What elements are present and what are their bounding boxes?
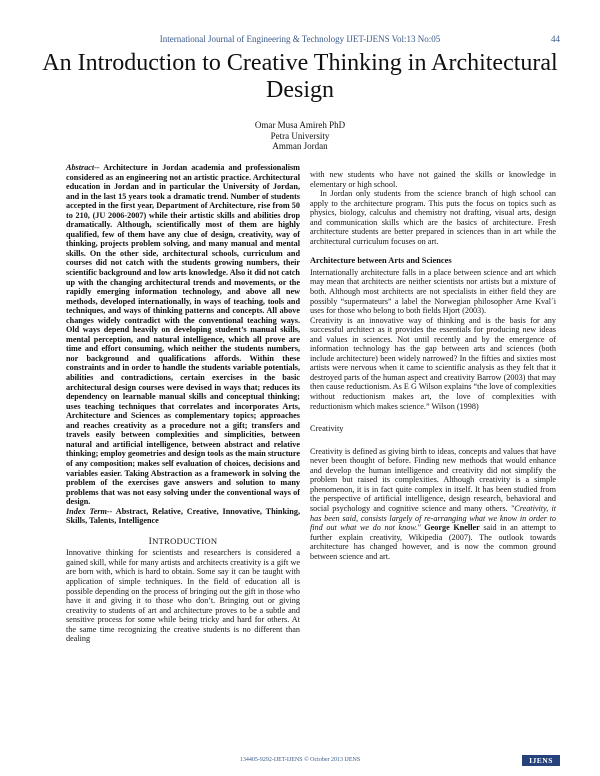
quote-author: George Kneller bbox=[420, 523, 480, 533]
index-terms-text: Abstract, Relative, Creative, Innovative, Thinking, Skills, Talents, Intelligence bbox=[66, 506, 300, 526]
author-university: Petra University bbox=[270, 130, 330, 141]
author-location: Amman Jordan bbox=[272, 141, 328, 151]
index-terms-lead: Index Term-- bbox=[66, 506, 113, 516]
paper-title: An Introduction to Creative Thinking in Architectural Design bbox=[42, 50, 558, 103]
arts-sciences-paragraph-1: Internationally architecture falls in a place between science and art which may mean that architects are neither scientists nor artists but a mixture of both. Although most architects are not specialists in either field they are possibly “supermateurs” a label the Norwegian philosopher Arne Kval´i uses for those who belong to both fields Hjort (2003). bbox=[310, 267, 556, 316]
ijens-logo: IJENS bbox=[522, 755, 560, 766]
intro-paragraph: Innovative thinking for scientists and researchers is considered a gained skill, while for many artists and architects creativity is a gift we are born with, which is hard to obtain. Some say it can be taught with application of simple techniques. In the field of education all is possible depending on the process of bringing out the gift in those who have it and giving it to those who don’t. Bringing out or giving creativity to students of art and architecture proves to be a subtle and sensitive process for some while being tricky and hard for others. At the same time recognizing the creative students is no different than dealing bbox=[66, 548, 300, 644]
arts-sciences-heading: Architecture between Arts and Sciences bbox=[310, 256, 452, 266]
running-header bbox=[40, 34, 560, 48]
abstract-text: Architecture in Jordan academia and professionalism considered as an engineering not an artistic practice. Architectural education in Jordan and in particular the University of Jordan, and in the last 15 years took a dramatic trend. Number of students accepted in the first year, Department of Architecture, rise from 50 to 210, (JU 2006-2007) while their artistic skills and abilities drop dramatically. Although, scientifically most of them are highly qualified, few of them have any clue of design, creativity, way of thinking, projects problem solving, and many manual and mental skills. On the other side, architectural schools, curriculum and courses did not catch with the students growing numbers, their scientific background and low arts knowledge. Also it did not catch up with the changing architectural trends and movements, or the rapidly emerging information technology, and above all new methods, developed internationally, in ways of teaching, tools and techniques, and ways of thinking patterns and concepts. All above changes widely contradict with the conventional teaching ways. Old ways depend heavily on developing student’s manual skills, mental perception, and natural intelligence, which all prove are time and effort consuming, which neither the students numbers, nor background and qualifications affords. Within these constraints and in order to handle the students variable potentials, abilities and contradictions, certain exercises in the basic architectural design courses were devised in ways that; reduces its dependency on learnable manual skills and conceptual thinking; uses teaching techniques that correlates and incorporates Arts, Architecture and Sciences as complementary topics; approaches and reaches creativity as a procedure not a gift; transfers and travels easily between complexities and simplicities, between natural and artificial intelligence, between abstract and relative thinking; employ geometries and design tools as the main structure of any composition; makes self evaluation of choices, decisions and variables easier. Taking Abstraction as a framework in solving the problem of the exercises gave answers and solution to many problems that was not easy solving under the conventional ways of design. bbox=[66, 163, 300, 507]
left-column bbox=[66, 163, 300, 644]
index-terms bbox=[66, 507, 300, 526]
author-block bbox=[180, 120, 420, 152]
right-column bbox=[310, 170, 556, 561]
arts-sciences-paragraph-2: Creativity is an innovative way of thinking and is the basis for any successful architect as it provides the essentials for producing new ideas and values in sciences. Not until recently and by the emergence of information technology has the gap between arts and sciences (both include architecture) been widely narrowed? In the fifties and sixties most artists were nervous when it came to scientific analysis as they felt that it destroyed parts of the human aspect and creativity Barrow (2003) that may then cause reductionism. As E G Wilson explains “the love of complexities without reductionism makes art, the love of complexities with reductionism which makes science.” Wilson (1998) bbox=[310, 315, 556, 411]
abstract bbox=[66, 163, 300, 507]
creativity-paragraph: Creativity is defined as giving birth to ideas, concepts and values that have never been thought of before. Finding new methods that would enhance and develop the human intelligence and creativity did not simplify the problem but raised its complexities. Although creativity is a simple phenomenon, it is in fact quite complex in itself. It has been studied from the perspective of artificial intelligence, design research, behavioral and social psychology and cognitive science and many others. "Creativity, it has been said, consists largely of re-arranging what we know in order to find out what we do not know." George Kneller said in an attempt to further explain creativity, Wikipedia (2007). The outlook towards architecture has changed however, and is now the common ground between science and art. bbox=[310, 446, 557, 561]
intro-paragraph-2: In Jordan only students from the science branch of high school can apply to the architecture program. This puts the focus on topics such as physics, biology, calculus and chemistry not drafting, visual arts, design and communication skills which are the basics of architecture. Fresh architecture students are better prepared in sciences than in art while the architectural curriculum focuses on art. bbox=[310, 189, 556, 246]
intro-continued: with new students who have not gained the skills or knowledge in elementary or high school. bbox=[310, 170, 556, 189]
abstract-lead: Abstract-- bbox=[66, 163, 100, 172]
creativity-heading: Creativity bbox=[310, 424, 344, 434]
kneller-quote: "Creativity, it has been said, consists largely of re-arranging what we know in order to find out what we do not know." bbox=[310, 503, 557, 533]
journal-name: International Journal of Engineering & Technology IJET-IJENS Vol:13 No:05 bbox=[159, 34, 441, 44]
issn-line: 134405-9292-IJET-IJENS © October 2013 IJENS bbox=[239, 757, 361, 763]
author-name: Omar Musa Amireh PhD bbox=[254, 120, 346, 130]
introduction-heading: INTRODUCTION bbox=[148, 535, 218, 547]
page-number: 44 bbox=[551, 34, 560, 44]
page-footer bbox=[40, 755, 560, 767]
